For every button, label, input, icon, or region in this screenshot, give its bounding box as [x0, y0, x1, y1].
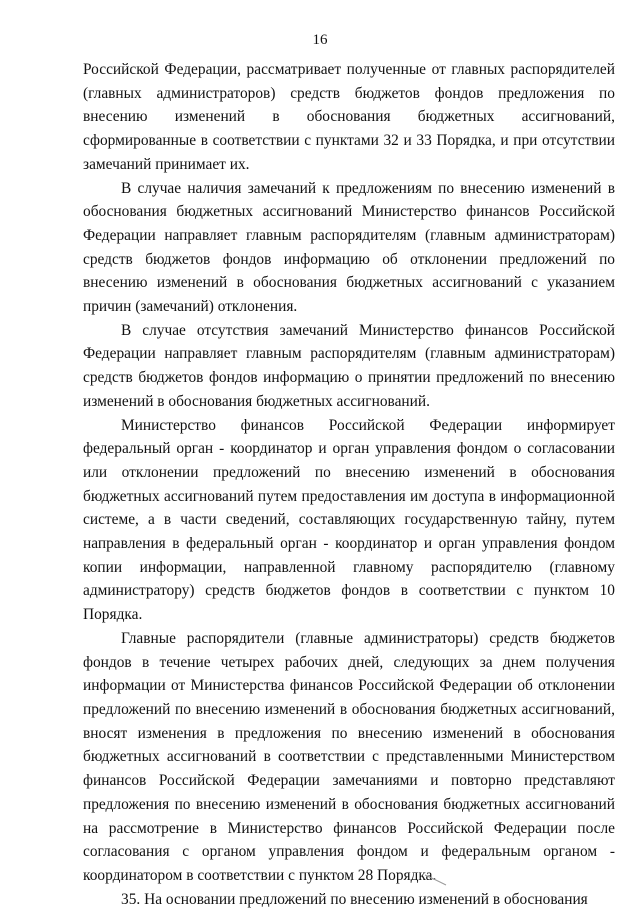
document-body: [83, 58, 615, 911]
paragraph: В случае наличия замечаний к предложениям по внесению изменений в обоснования бюджетных ассигнований Министерство финансов Российской Федерации направляет главным распорядителям (главным администраторам) средств бюджетов фондов информацию об отклонении предложений по внесению изменений в обоснования бюджетных ассигнований с указанием причин (замечаний) отклонения.: [83, 179, 615, 316]
paragraph-continued: Российской Федерации, рассматривает полученные от главных распорядителей (главных администраторов) средств бюджетов фондов предложения по внесению изменений в обоснования бюджетных ассигнований, сформированные в соответствии с пунктами 32 и 33 Порядка, и при отсутствии замечаний принимает их.: [83, 61, 615, 173]
paragraph: Министерство финансов Российской Федерации информирует федеральный орган - координатор и орган управления фондом о согласовании или отклонении предложений по внесению изменений в обоснования бюджетных ассигнований путем предоставления им доступа в информационной системе, а в части сведений, составляющих государственную тайну, путем направления в федеральный орган - координатор и орган управления фондом копии информации, направленной главному распорядителю (главному администратору) средств бюджетов фондов в соответствии с пунктом 10 Порядка.: [83, 416, 615, 624]
paragraph: Главные распорядители (главные администраторы) средств бюджетов фондов в течение четырех рабочих дней, следующих за днем получения информации от Министерства финансов Российской Федерации об отклонении предложений по внесению изменений в обоснования бюджетных ассигнований, вносят изменения в предложения по внесению изменений в обоснования бюджетных ассигнований в соответствии с представленными Министерством финансов Российской Федерации замечаниями и повторно представляют предложения по внесению изменений в обоснования бюджетных ассигнований на рассмотрение в Министерство финансов Российской Федерации после согласования с органом управления фондом и федеральным органом - координатором в соответствии с пунктом 28 Порядка.: [83, 629, 615, 884]
paragraph: В случае отсутствия замечаний Министерство финансов Российской Федерации направляет главным распорядителям (главным администраторам) средств бюджетов фондов информацию о принятии предложений по внесению изменений в обоснования бюджетных ассигнований.: [83, 321, 615, 410]
paragraph-item-35: 35. На основании предложений по внесению изменений в обоснования: [121, 890, 588, 908]
page-number: 16: [312, 32, 328, 48]
scan-artifact-mark: [424, 873, 448, 887]
